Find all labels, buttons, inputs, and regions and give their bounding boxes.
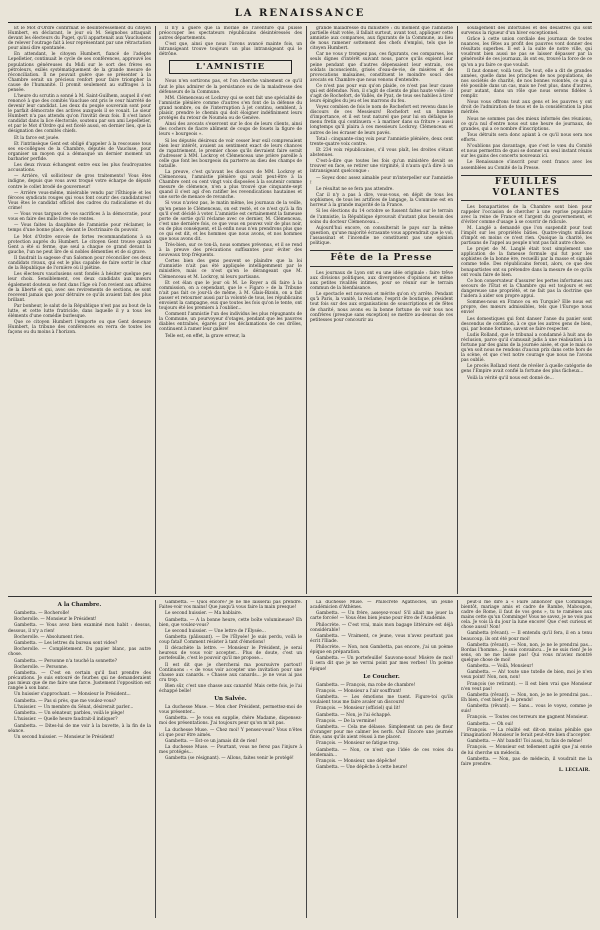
paragraph: Sommes-nous en France ou en Turquie? Elle nous est propre, des mœurs admissibles, tels que l'Europe nous envie! bbox=[461, 300, 592, 316]
paragraph: Le second huissier. — Une lettre de l'Élysée... bbox=[165, 628, 266, 634]
paragraph: Bocherolle. — Monsieur le Président! bbox=[14, 617, 97, 623]
paragraph: Tous détruits sera donc apiant à ce qu'il nous sera nos efforts. bbox=[461, 132, 592, 143]
paragraph: Philocrète. — C'est vrai, mais mon bagage littéraire est déjà considérable! bbox=[310, 622, 453, 633]
paragraph: — Arrière vous-même, misérable vendu par l'Éthiopie et les féroces syndicats rouges qui vous font courir des candidatures! Vous êtes le candidat officiel des cadres du radicalisme et du crime! bbox=[8, 190, 151, 211]
paragraph: Il faudrait la sagesse d'un Salomon pour réconcilier ces deux candidats rivaux, qui est le plus capable de faire sortir le char de la République de l'ornière où il piétine. bbox=[8, 256, 151, 272]
paragraph: Les bonapartistes de la Chambre sont bien pour rappeler l'occasion de chercher à une reprise populaire avec la reine de France et l'argent du gouvernement, et d'éviter comme d'usage à se couvrir de ridicule. bbox=[461, 204, 592, 225]
paragraph: Si les élections du 14 octobre se fussent faites sur le terrain de l'amnistie, la République éprouvait d'autant plus besoin des soins du docteur Clémenceau... bbox=[310, 209, 453, 225]
paragraph: Gambetta (rêvant). — Sans... vous le voyez, comme je suis! bbox=[461, 704, 592, 715]
column-4-section bbox=[461, 205, 592, 381]
paragraph: Ludis Rolland, que le tribunal a condamné à huit ans de réclusion, parce qu'il s'amusait jadis à une réalisation à la fortune par des gains de la journée aisée, et que le mais ce qu'en soit nous ne rendons d'aucun prix dans cette hors de la scène, et que c'est notre courage que nous ne l'avons pas oublié. bbox=[461, 332, 592, 364]
paragraph: Gambetta (rêvant). — Non, non, je ne le prendrai pas... Eh bien, c'est bien! Je la prends! bbox=[461, 692, 592, 703]
paragraph: Gambetta. — Dites-lui de me voir à la buvette, à la fin de la séance. bbox=[8, 723, 151, 734]
dialogue-title-salvee: Un Salvée. bbox=[214, 696, 247, 703]
bottom-rule bbox=[8, 596, 592, 597]
column-divider bbox=[306, 26, 307, 594]
paragraph: La duchesse Muse. — Mon cher Président, permettez-moi de vous présenter... bbox=[159, 705, 302, 716]
column-4 bbox=[461, 26, 592, 594]
paragraph: Voilà la vérité qu'il nous est donné de... bbox=[467, 375, 554, 381]
paragraph: Ce bon conservateur d'assurer les pertes infortunes aux secours de l'État et la Chambre qui est toujours et est dangereuse une propriété, et ne fait pas la doctrine que l'aidera à aider son propre appui. bbox=[461, 278, 592, 299]
paragraph: Gambetta (rêvant). — Non, non, je ne le prendrai pas... Bordas l'homme... Je suis convaincu... Je ne suis rien! Je le sens, on ne me laisse pas! Qui vous m'aviez montré quelque chose de moi! bbox=[461, 642, 592, 663]
paragraph: Les journaux de Lyon ont eu une idée originale : faire trêve aux divisions politiques, aux divergences d'opinions et même aux petites rivalités intimes, pour se réunir sur le terrain commun de la bienfaisance. bbox=[310, 270, 453, 292]
paragraph: Gambetta. — Non, ce n'est que l'idée de ces voies du lendemain... bbox=[310, 747, 453, 758]
paragraph: François. — La réalité est dit-on moins pénible que l'imagination! Monsieur le ferait peut-être bien d'accepter. bbox=[461, 727, 592, 738]
paragraph: Gambetta. — Non, pas de médecin, il voudrait me la faire prendre. bbox=[461, 756, 592, 767]
paragraph: La duchesse Muse. — Chez moi! Y pensez-vous? Vous n'êtes ici que pour être aimés. bbox=[159, 727, 302, 738]
paragraph: Gambetta. — Les émotions me tuent. Figure-toi qu'ils voulaient tous me faire avaler un discours! bbox=[310, 695, 453, 706]
article-title-fete-presse: Fête de la Presse bbox=[310, 250, 453, 267]
paragraph: Les deux rivaux échangent entre eux les plus foudroyantes accusations. bbox=[8, 163, 151, 174]
paragraph: François. — Monsieur a l'air souffrant! bbox=[316, 688, 402, 694]
paragraph: Gambetta. — Ah! toute une tutelle de bien, moi je n'en veux point! Non, non, non! bbox=[461, 670, 592, 681]
paragraph: Gambetta. — Un frère, asseyez-vous! S'il allait me jouer la carte forcée! — Vous êtes bien jeune pour être de l'Académie. bbox=[310, 611, 453, 622]
paragraph: Et cet élan que le jour où M. Le Royer a dû faire à la commission, on a cependant, que le « Figaro » de la Tribune n'ait pas fait ce jour-là de même, à M. Glais-Bizoin, on a fait passer et retourner aussi par la volonté de tous, les républicains envoient la campagne, eux que toutes les fois qu'on le tente, ont toujours été les premiers à l'oublier... bbox=[159, 280, 302, 311]
paragraph: Ainsi des avocats s'exercent sur le dos de leurs clients, ainsi des cochers de fiacre abîment de coups de fouets la figure de leurs « bourgeois ». bbox=[159, 122, 302, 138]
paragraph: Nous ne sommes pas des mieux informés des réunions, ce qu'a nul d'entre nous eut une heure de journaux, de grandes, qui a ce nombre d'inscriptions. bbox=[461, 116, 592, 132]
newspaper-page bbox=[8, 6, 592, 916]
column-divider bbox=[457, 600, 458, 918]
bottom-column-2 bbox=[159, 600, 302, 920]
paragraph: Bien sûr, c'est une chasse aux canards! Mais cette fois, je l'ai échappé belle! bbox=[159, 684, 302, 695]
paragraph: Le Renaissance s'inscrit pour cent francs avec les assemblées au Comité de la Presse. bbox=[461, 160, 592, 171]
paragraph: L'heure du scrutin a sonné à M. Saint-Guilhem, auquel il s'est renoncé à que des comités Vaucluse ont pris le ceur hiarrété de devenir leur candidat. Les deux du peuple souverain sont pour le parfait démocrate des actives auxquels il se vouait. Le sieur Humbert n'a pas attendu qu'on l'invitât deux fois. Il s'est lancé candidat dans la lice électorale, soutenu par son ami Lepelletier, et par le Mot d'Ordre qui est ficelé aussi, en dernier lieu, que la désignation des comités chiefs. bbox=[8, 93, 151, 135]
paragraph: Il est dit que je chercherai ma poursuivre partout! Continuons : « de vous voir accepter une invitation pour une chasse aux canards. » Chasse aux canards... je ne vous ai pas cru trop. bbox=[159, 662, 302, 683]
paragraph: MM. Clémenceau et Lockroy qui se sont fait une spécialité de l'amnistie plénière comme d'autres s'en font de la défense du grand nombre, ou de l'interruption à jet continu, semblent, à plaisir, prendre le chemin qui doit éloigner indéfiniment leurs protégés du retour de Nouméa ou de Genève. bbox=[159, 95, 302, 121]
paragraph: Et 234 voix républicaines, s'il vous plaît, les droites s'étant abstenues. bbox=[310, 148, 453, 159]
bottom-column-3-text-2 bbox=[310, 683, 453, 771]
paragraph: Gambetta (rêvant). — Il entendu qu'il fera, il en a tenu beaucoup, ils ont été pour moi! bbox=[461, 631, 592, 642]
paragraph: Nous n'en sortirons pas, et l'on cherche vainement ce qu'il faut le plus admirer de la persistance ou de la maladresse des défenseurs de la Commune. bbox=[159, 79, 302, 95]
paragraph: En attendant, le citoyen Humbert, fiancé de l'adepte Lepelletier, continuait le cycle de ses conférences, approuvé les populations généreuses du Midi sur le sort des frères en pétroleurs, exilés systématiquement de la grande mesure de réconciliation. Il ne pouvait guère que se présenter à la Chambre serait un précieux renfort pour faire triompher la cause de l'humanité. Il promit seulement au suffrages à la pensée. bbox=[8, 52, 151, 93]
paragraph: Gambetta (pâlissant). — De l'Élysée! Je suis perdu, voilà le coup fatal! Comment résister à tant d'émotions! bbox=[159, 635, 302, 646]
paragraph: Par bonheur, le salut de la République n'est pas au bout de la lutte, et cette lutte fratricide, dans laquelle il y a tous les éléments d'une comédie burlesque. bbox=[8, 303, 151, 319]
bottom-column-3-text bbox=[310, 600, 453, 672]
paragraph: — Vous faites la dauphine de l'amnistie pour réclamer, le temps d'une bonne place, devant le Doctrinaire du pouvoir. bbox=[8, 223, 151, 234]
paragraph: Le spectacle est nouveau et mérite qu'on s'y arrête. Pendant qu'à Paris, la vanité, la réclame, l'esprit de boutique, président tout fois sur des aux organisations de souscriptions et de fêtes de charité, nous avons eu la bonne fortune de voir tous nos confrères (presque sans exception) se mettre au-dessus de ces petitesses pour concourir au bbox=[310, 292, 453, 323]
paragraph: C'est que, ainsi que nous l'avons avancé mainte fois, un intransigeant trouve toujours un plus intransigeant qui le détrône. bbox=[159, 42, 302, 58]
column-2-intro bbox=[159, 26, 302, 57]
paragraph: Gambetta. — Un portefeuille! Sauvons-nous! Misère de moi! Il sera dit que je ne verrai point par mes verbes! Un poème épique! bbox=[310, 656, 453, 672]
paragraph: Gambetta. — Quoi encore? Je ne me laisserai pas prendre. Faites-voir vos mains! Que jusqu'à vous faire la main presque! bbox=[159, 600, 302, 611]
column-4-text bbox=[461, 26, 592, 171]
paragraph: Total : cinquante-cinq voix pour l'amnistie plénière, deux cent trente-quatre voix contre. bbox=[310, 136, 453, 147]
column-3 bbox=[310, 26, 453, 594]
paragraph: Gambetta. — Pas si près, que me voulez-vous? bbox=[14, 698, 117, 704]
paragraph: François. — Monsieur est tellement agité que j'ai envie de lui cherche un médecin. bbox=[461, 745, 592, 756]
bottom-column-3 bbox=[310, 600, 453, 920]
paragraph: François. — De la vermine! bbox=[316, 718, 377, 724]
paragraph: Gambetta. — Personne n'a touché la sonnette? bbox=[14, 658, 117, 664]
paragraph: Et la farce est jouée. bbox=[14, 135, 60, 141]
paragraph: — Arrière, vil solliciteur de gros traitements! Vous êtes indigne, depuis que vous avez troqué votre écharpe de député contre le collet brodé de gouverneur! bbox=[8, 174, 151, 190]
article-title-amnistie: L'AMNISTIE bbox=[169, 60, 292, 74]
paragraph: M. Langlé a demandé que l'on suspendit pour tout l'impôt sur les propriétés bâties. Quatre-vingts millions d'impôt en moins ce n'est rien. Quoique la charité, les partisans de l'appel au peuple n'ont pas fait autre chose. bbox=[461, 225, 592, 247]
column-divider bbox=[155, 26, 156, 594]
paragraph: La preuve, c'est qu'avant les discours de MM. Lockroy et Clémenceau, l'amnistie plénière qui avait peut-être à la Chambre cent ou cent vingt voix disposées à la soutenir comme mesure de clémence, n'en a plus trouvé que cinquante-sept quand il s'est agi d'en ratifier les revendications hautaines et une sorte de menace de revanche. bbox=[159, 170, 302, 201]
paragraph: Aujourd'hui encore, on consulterait le pays sur la même question, qu'une majorité écrasante vous apprendrait que le vol, l'assassinat et l'incendie ne constituent pas une opinion politique. bbox=[310, 225, 453, 246]
paragraph: soulagement des infortunes et des désastres qui sont survenus la rigueur d'un hiver exceptionnel. bbox=[461, 26, 592, 37]
paragraph: Nous vous offrons tout aux gens et les pauvres y ont droit de l'admiration de tous et de la considération la plus méritée. bbox=[461, 100, 592, 116]
bottom-column-1-text bbox=[8, 611, 151, 740]
paragraph: François. — Monsieur, une dépêche! bbox=[316, 758, 397, 764]
paragraph: Un huissier s'approchant. — Monsieur le Président... bbox=[14, 692, 131, 698]
dialogue-title-coucher: Le Coucher. bbox=[363, 673, 400, 680]
paragraph: Certes bien des gens peuvent se plaindre que la loi d'amnistie n'ait pas été appliquée intelligemment par le ministère, mais ce n'est qu'en le dérangeant que M. Clémenceau et M. Lockroy, ni leurs partisans. bbox=[159, 259, 302, 280]
bottom-column-4-text bbox=[461, 600, 592, 767]
paragraph: Si vous n'aviez pas, le matin même, les journaux de la veille, qu'en pense le Clémenceau, on est resté, et ce n'est qu'à la fin qu'il s'est décidé à voter. L'amnistie est certainement la fameuse porte de sortie qu'il réclame avec ce dernier, M. Clémenceau, c'est une dernière fois, ce que vous en pouvez voir de plus noir, ou de plus conséquent, et là enfin nous n'en prendrons plus que ce qui est dit, et les hommes que nous avons, et nos hommes que nous avons dit. bbox=[159, 201, 302, 242]
paragraph: Gambetta. — Rocherolle! bbox=[14, 611, 70, 616]
paragraph: — Vous vous targuez de vos sacrifices à la démocratie, pour vous en faire des mille livres de rentes. bbox=[8, 212, 151, 223]
paragraph: Bocherolle. — Absolument rien. bbox=[14, 634, 84, 640]
paragraph: Gambetta. — François, ma robe de chambre! bbox=[316, 682, 416, 688]
paragraph: Et l'intrinsèque Gent est obligé d'appeler à la rescousse tous ses ex-collègues de la Chambre, députés de Vaucluse, pour organiser un moyen qui a démasqué un dernier moment un barbarier perfide. bbox=[8, 141, 151, 162]
paragraph: Gambetta. — Un sénateur, parbleu, voilà le piège! bbox=[14, 711, 125, 717]
bottom-column-2-text bbox=[159, 600, 302, 694]
column-2 bbox=[159, 26, 302, 594]
paragraph: Gambetta. — Vous avez bien examiné mon habit : dessus, dessous, il n'y a rien! bbox=[8, 623, 151, 634]
paragraph: Le second huissier. — Ma bablaire. bbox=[165, 611, 243, 617]
paragraph: François. — Toutes ces terreurs me gagnent Monsieur. bbox=[467, 715, 589, 721]
paragraph: Gambetta. — C'est en certain qu'il faut prendre des précautions. Je suis entouré de fourbes qui ne demanderaient pas mieux que de me faire une farce. Justement l'opposition est rangée à son banc. bbox=[8, 670, 151, 692]
paragraph: grande maladresse du ministère : du moment que l'amnistie partielle était votée, il fallait surtout, avant tout, appliquer cette amnistie aux comparses, aux figurants de la Commune, au lieu de nous ramener sottement des chefs d'emploi, tels que le citoyen Humbert. bbox=[310, 26, 453, 52]
paragraph: La duchesse Muse. — Pourtant, vous ne ferez pas l'injure à mes protégés... bbox=[159, 745, 302, 756]
paragraph: Gambetta. — Est-ce un jamais dit de rien! bbox=[165, 738, 258, 744]
column-divider bbox=[457, 26, 458, 594]
paragraph: — Soyez donc assez aimable pour m'interpeller sur l'amnistie ! bbox=[310, 175, 453, 186]
paragraph: Car ne vous y trompez pas, ces figurants, ces comparses, les seuls dignes d'intérêt suivant nous, parce qu'ils expient leur peine pendant que d'autres dépensaient leur entrain, ces soldats inconscients, grisés d'eau-de-vie, de misères et de provocations malsaines, constituent le moindre souci des avocats en Chambre que nous venons d'entendre. bbox=[310, 52, 453, 83]
paragraph: Très-bien, sur ce ton-là, nous sommes prévenus, et il se rend à la preuve des précautions suffisantes pour éviter des nouveaux trop fréquents. bbox=[159, 243, 302, 259]
column-divider bbox=[306, 600, 307, 918]
paragraph: Gambetta. — Les lettres du bureau sont vides? bbox=[14, 640, 118, 646]
paragraph: Gambetta. — Oh oui! bbox=[467, 721, 514, 727]
paragraph: François. — Monsieur se fatigue trop. bbox=[316, 741, 400, 747]
paragraph: Gambetta. — Je vous en supplie, chère Madame, dispensez-moi des présentations. J'ai toujours peur qu'on m'ait pas. bbox=[159, 716, 302, 727]
paragraph: Gambetta. — Cela me délasse. Simplement un peu de fleur d'oranger pour me calmer les nerfs. Oui! Encore une journée finie, sans qu'ils aient réussi à me placer. bbox=[310, 725, 453, 741]
paragraph: Gambetta. — A la bonne heure, cette boîte volumineuse? Eh bien, que voulez-vous? bbox=[159, 617, 302, 628]
paragraph: Les domestiques qui font danser l'anse du panier sont descendus de condition, à ce que les autres gens de bien, qui, par bonne fortune, savent se faire respecter. bbox=[461, 316, 592, 332]
paragraph: Il faut donner, voilà tout. De tout, elle a dit de grandes années, quelle dans les principes de nos populations, de nos sociétés de charité, de nos bonnes volontés, ce qui a été possible dans un cas, mais ne l'est plus, dans d'autres, pour autant, dans un rôle que nous serons fidèles à remplir. bbox=[461, 68, 592, 99]
column-3-feuilleton bbox=[310, 271, 453, 323]
paragraph: Si les députés désireux de voir cesser leur exil comprenaient bien leur intérêt, avaient au sentiment exact de leurs chances de rapatriement, le premier chose qu'ils devraient faire serait d'adresser à MM. Lockroy et Clémenceau une prière pareille à celle que font les bourgeois du parterre au dieu des champs de bataille. bbox=[159, 138, 302, 169]
paragraph: Telle est, en effet, la grave erreur, la bbox=[165, 333, 246, 339]
bottom-column-1 bbox=[8, 600, 151, 920]
paragraph: La duchesse Muse. — Philocrète Agathocles, un jeune académicien d'Athènes. bbox=[310, 600, 453, 611]
paragraph: Le résultat ne se fera pas attendre. bbox=[316, 186, 394, 192]
paragraph: Et le Mot d'Ordre confirmait le désintéressement du citoyen Humbert, en déclarant, le jour où M. Seignobos attaquait devant les électeurs du Puget, qu'il appartenait aux Vauclusiens de relever l'outrage fait à leur représentant par une rétractation pour ainsi dire spontanée. bbox=[8, 26, 151, 52]
paragraph: Le projet de M. Langlé était tout simplement une application de la fameuse formule qui fut pour les sophistes de la bonne ère, recueilli par la masse et signalé comme telle. Des républicains feront, alors, ce que des bonapartistes ont su prétendre dans la mesure de ce qu'ils ont voulu faire de bien. bbox=[461, 247, 592, 278]
paragraph: Un second huissier. — Monsieur le Président! bbox=[14, 734, 115, 740]
paragraph: L'huissier. — Un membre du Sénat, désirerait parler... bbox=[14, 704, 134, 710]
paragraph: Gambetta. — Voilà, Monsieur! bbox=[467, 664, 534, 670]
paragraph: L'huissier. — Quelle heure faudrait-il indiquer? bbox=[14, 717, 118, 723]
paragraph: Les électeurs vauclusiens sont fondés à hésiter quelque peu leur choix. Sensiblement, ces deux candidats aux mœurs également douteux se font dans l'âge où l'on revient aux affaires de la liberté et qui, avec ses revirements de sections, se sont recevent jamais que pour détruire ce qu'ils avaient fait des plus brillant. bbox=[8, 272, 151, 303]
paragraph: C'est-à-dire que toutes les fois qu'un ministère devait se trouver en face, se retirer une virginité, il n'aura qu'à dire à un intransigeant quelconque : bbox=[310, 159, 453, 175]
paragraph: peut-il me dire à « Faire annoncer que Comminges bientôt, mariage amis et cadre de Rambe, Maboupon, cadre de Rome, il faut de vos gens », tu te ramènes aux mains cette qu'un Comminge! Vous ne savez, je ne vois pas cela. Je vois là du jour la lune encore! Que c'est curieux et chose aussi! Non! bbox=[461, 600, 592, 631]
article-title-feuilles-volantes: FEUILLES VOLANTES bbox=[461, 175, 592, 201]
paragraph: François (se retirant). — Il est bien vrai que Monsieur n'en veut pas! bbox=[461, 681, 592, 692]
column-3-text bbox=[310, 26, 453, 246]
author-signature: L. LECLAIR. bbox=[558, 768, 590, 774]
paragraph: Gambetta. — Vraiment, ce jeune, vous n'avez pourtant pas écrit l'Iliade. bbox=[310, 633, 453, 644]
paragraph: Gambetta (se résignant). — Allons, faites venir le protégé! bbox=[165, 756, 294, 762]
paragraph: Gambetta. — Une dépêche à cette heure! bbox=[316, 765, 408, 771]
paragraph: Car il n'y a pas à dire, vous-vous, en dépit de tous les sophismes, de tous les artifices de langage, la Commune est en horreur à la grande majorité de la France. bbox=[310, 193, 453, 209]
paragraph: Le procès Rolland vient de révéler à quelle catégorie de gens l'Empire avait confié la fortune des plus fâcheux... bbox=[461, 364, 592, 375]
paragraph: Que ce citoyen Humbert l'emporte ou que Gent demeure Humbert, la tribune des conférences en verra de toutes les façons ou du moins à l'horizon. bbox=[8, 320, 151, 336]
paragraph: François. — Monsieur (officiel) qui lit! bbox=[316, 706, 401, 712]
paragraph: Comment l'amnistie l'un des individus les plus répugnants de la Commune, un pourvoyeur d'otages, pendant que les pauvres diables entraînés, égarés par les déclamations de ces drôles, continuent à ramer leur galère! bbox=[159, 312, 302, 333]
paragraph: Voyez combien de fois le nom de Rochefort est revenu dans le discours de ces Messieurs! Rochefort est un homme d'importance, et il est tout naturel que pour lui on défalque le menu fretin qui continuera « à mariner dans sa friture » aussi longtemps qu'il plaira à ces messieurs Lockroy, Clémenceau et autres de les écraser de leurs pavés. bbox=[310, 105, 453, 136]
column-divider bbox=[155, 600, 156, 918]
paragraph: Il n'y a guère que la morale de l'aventure qui puisse préoccuper les spectateurs républicains désintéressés des autres départements. bbox=[159, 26, 302, 42]
paragraph: Bocherolle. — Personne. bbox=[14, 664, 68, 670]
dialogue-title-chambre: A la Chambre. bbox=[57, 602, 102, 608]
paragraph: N'oublions pas davantage, que c'est le vœu du Comité et nous permettra de quoi se donner un seul instant réunis sur les gains des concerts nouveaux ici. bbox=[461, 144, 592, 160]
paragraph: Ce n'est pas pour eux qu'on plaide, ce n'est pas leur cause qui est défendue. Non, il s'agit de clients de plus haute volée : il s'agit de Rochefort, de Vallès, de Pyat, de tous ses habiles à tirer leurs épingles du jeu et les marrons du feu. bbox=[310, 83, 453, 105]
column-1 bbox=[8, 26, 151, 594]
column-2-text bbox=[159, 79, 302, 338]
paragraph: Le Mot d'Ordre envoie de fortes recommandations à sa protection auprès du Humbert. Le citoyen Gent trouve quand Gent a été si ferme, que seul a chaque ce grand devant la gauche, l'un ne peut lire de si nobles démenties et de si grave. bbox=[8, 234, 151, 255]
paragraph: Il décachète la lettre. — Monsieur le Président, je serai heureux de vous voir accepter... Plus de doute, c'est un portefeuille, c'est le pouvoir qu'il me propose... bbox=[159, 646, 302, 662]
masthead: LA RENAISSANCE bbox=[8, 6, 592, 23]
paragraph: Philocrète. — Non, non Gambetta, pas encore, j'ai un poème épique en préparation. bbox=[310, 645, 453, 656]
paragraph: Gambetta. — Ah! bandit! Toi aussi, tu fais de même! bbox=[467, 739, 583, 745]
paragraph: Bocherolle. — Complètement. Du papier blanc, pas autre chose. bbox=[8, 647, 151, 658]
bottom-column-4 bbox=[461, 600, 592, 920]
columns bbox=[8, 26, 592, 916]
paragraph: Grâce à cette union cordiale des journaux de toutes nuances, les fêtes au profit des pauvres vont donner des résultats superbes. Il est à la suite de notre ville, qui voudront bien aussi ne pas se laisser dépasser par la générosité de ces journaux, ils ont eu, trouvé la force de ce qu'on a pu faire ce que voulait. bbox=[461, 37, 592, 68]
column-1-text bbox=[8, 26, 151, 335]
bottom-column-2-text-2 bbox=[159, 705, 302, 761]
paragraph: Gambetta. — Non, je l'ai échappé. bbox=[316, 712, 392, 718]
